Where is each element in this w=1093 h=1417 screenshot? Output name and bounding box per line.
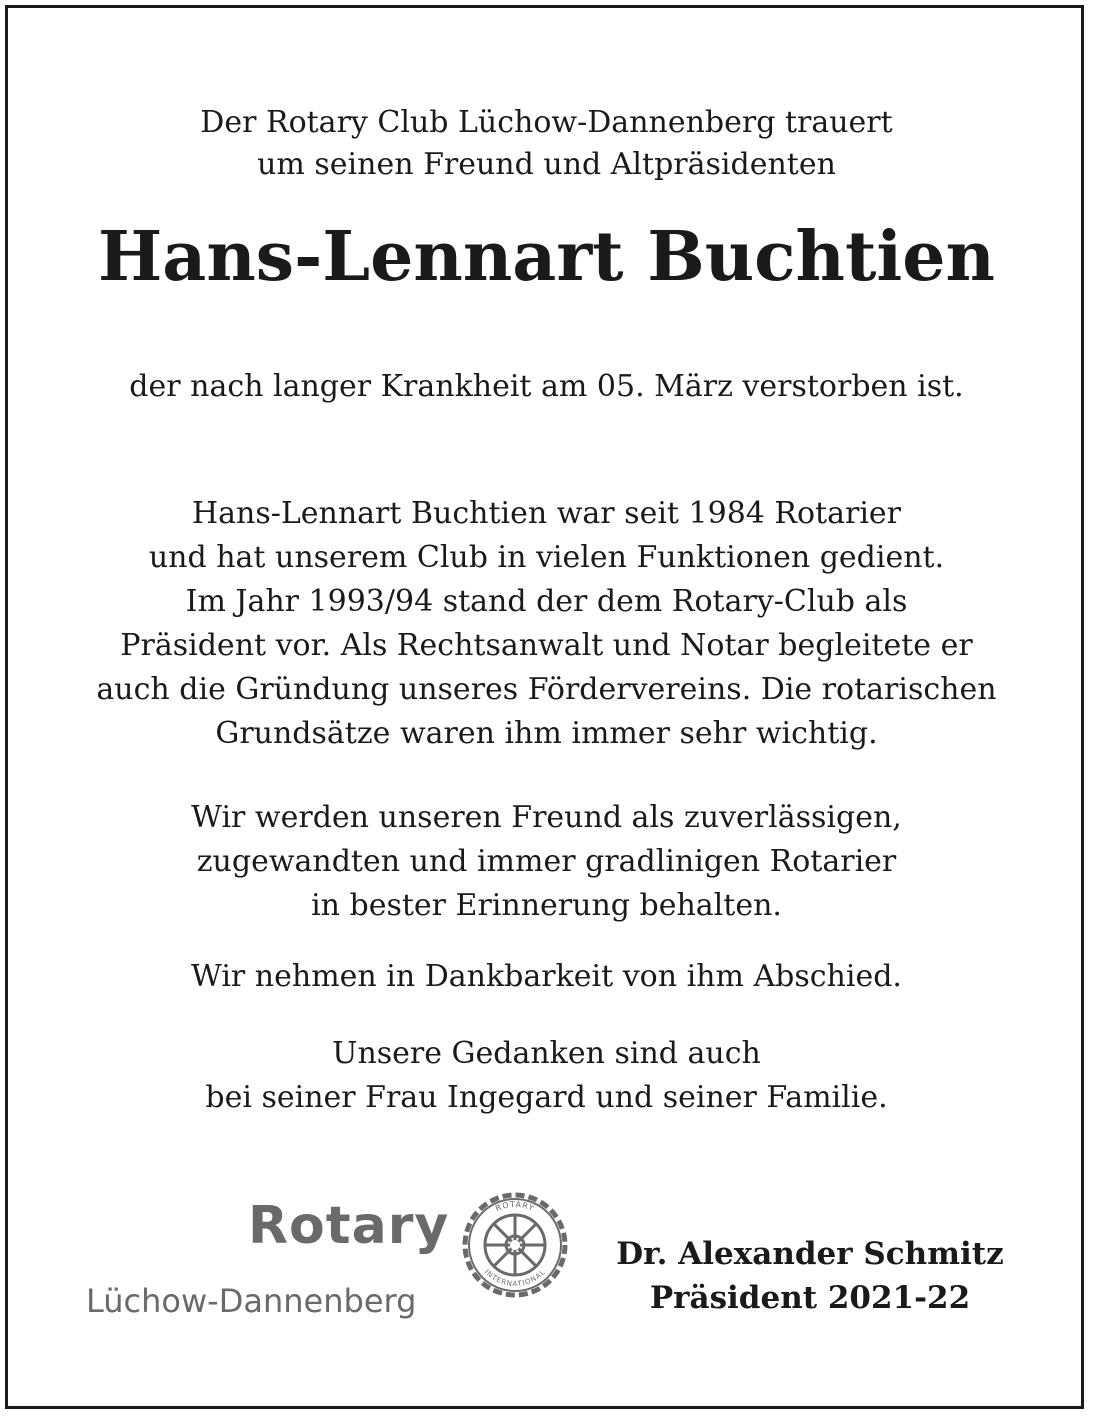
paragraph-line: zugewandten und immer gradlinigen Rotarier	[196, 844, 897, 879]
deceased-name: Hans-Lennart Buchtien	[98, 217, 995, 297]
intro-text	[0, 102, 1093, 186]
paragraph-line: Wir nehmen in Dankbarkeit von ihm Abschied.	[191, 959, 902, 994]
signature-block	[610, 1232, 1010, 1320]
club-location: Lüchow-Dannenberg	[86, 1282, 417, 1320]
paragraph-line: auch die Gründung unseres Fördervereins. Die rotarischen	[96, 672, 997, 707]
intro-line-1: Der Rotary Club Lüchow-Dannenberg trauert	[200, 105, 893, 140]
death-notice: der nach langer Krankheit am 05. März verstorben ist.	[129, 369, 964, 404]
paragraph-line: Unsere Gedanken sind auch	[332, 1036, 761, 1071]
paragraph-line: Im Jahr 1993/94 stand der dem Rotary-Club als	[185, 584, 908, 619]
paragraph-biography	[0, 492, 1093, 756]
rotary-wheel-icon	[452, 1182, 578, 1308]
paragraph-line: Wir werden unseren Freund als zuverlässigen,	[191, 800, 902, 835]
intro-line-2: um seinen Freund und Altpräsidenten	[257, 147, 836, 182]
paragraph-line: und hat unserem Club in vielen Funktionen gedient.	[148, 540, 945, 575]
paragraph-farewell	[0, 955, 1093, 999]
svg-text:ROTARY: ROTARY	[494, 1199, 536, 1214]
paragraph-line: in bester Erinnerung behalten.	[311, 888, 782, 923]
signatory-title: Präsident 2021-22	[649, 1280, 971, 1316]
paragraph-line: Hans-Lennart Buchtien war seit 1984 Rotarier	[191, 496, 902, 531]
signatory-name: Dr. Alexander Schmitz	[616, 1236, 1004, 1272]
paragraph-line: bei seiner Frau Ingegard und seiner Familie.	[205, 1080, 888, 1115]
rotary-logo	[80, 1182, 580, 1332]
rotary-wordmark: Rotary	[248, 1196, 450, 1256]
paragraph-line: Präsident vor. Als Rechtsanwalt und Notar begleitete er	[120, 628, 973, 663]
paragraph-line: Grundsätze waren ihm immer sehr wichtig.	[215, 716, 878, 751]
paragraph-family	[0, 1032, 1093, 1120]
svg-text:INTERNATIONAL: INTERNATIONAL	[482, 1267, 548, 1289]
paragraph-remembrance	[0, 796, 1093, 928]
